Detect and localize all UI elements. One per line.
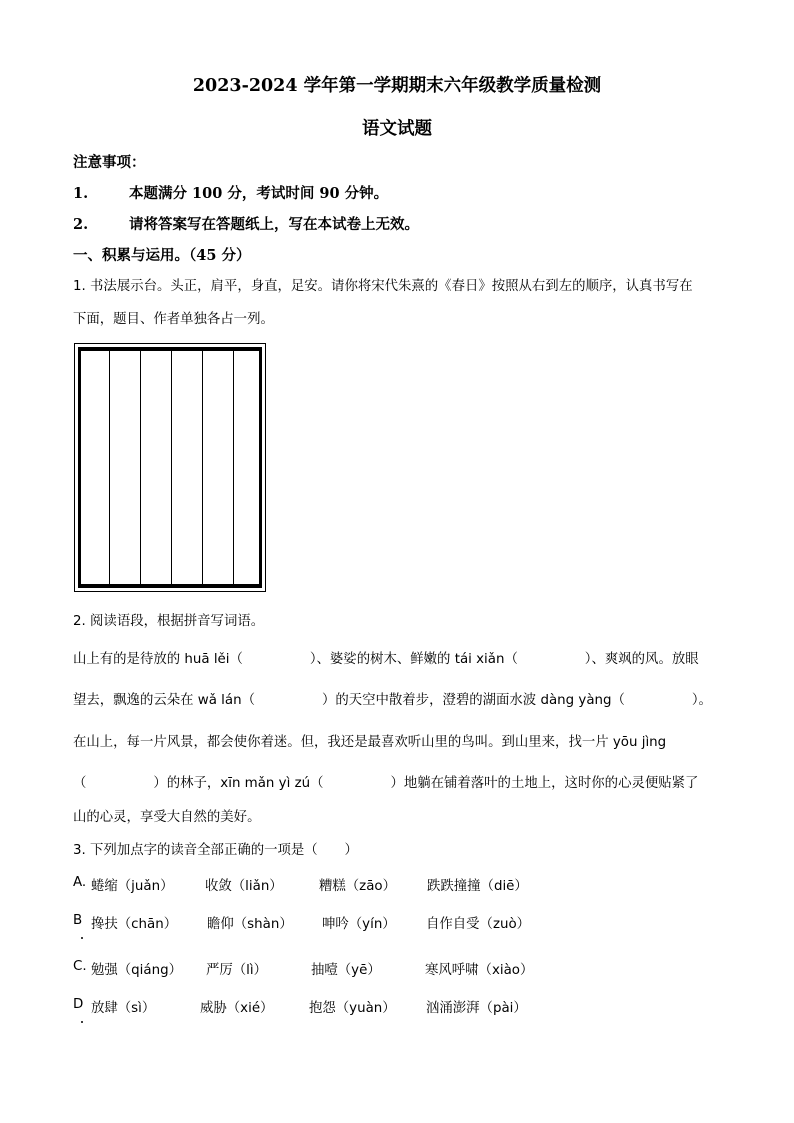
section-heading: 一、积累与运用。（45 分） [73, 247, 251, 264]
option-item: 抱怨（yuàn） [309, 1001, 396, 1016]
grid-column-divider [109, 351, 110, 584]
option-letter: A. [73, 875, 87, 890]
grid-column-divider [171, 351, 172, 584]
notice-label: 注意事项： [73, 154, 146, 171]
q2-line-4: （ ）的林子，xīn mǎn yì zú（ ）地躺在铺着落叶的土地上，这时你的心灵便贴紧了 [73, 776, 699, 791]
option-item: 放肆（sì） [91, 1001, 156, 1016]
q2-line-5: 山的心灵，享受大自然的美好。 [73, 810, 261, 825]
q3-prompt: 3. 下列加点字的读音全部正确的一项是（ ） [73, 843, 358, 858]
option-item: 糟糕（zāo） [319, 879, 396, 894]
exam-subtitle: 语文试题 [362, 119, 432, 139]
q2-line-3: 在山上，每一片风景，都会使你着迷。但，我还是最喜欢听山里的鸟叫。到山里来，找一片 yōu jìng [73, 735, 667, 750]
notice-item-2-num: 2. [73, 216, 89, 233]
option-item: 搀扶（chān） [91, 917, 178, 932]
calligraphy-grid [74, 343, 266, 592]
grid-column-divider [140, 351, 141, 584]
option-item: 呻吟（yín） [322, 917, 396, 932]
grid-column-divider [233, 351, 234, 584]
option-item: 瞻仰（shàn） [207, 917, 293, 932]
notice-item-1 [73, 182, 388, 203]
q2-prompt: 2. 阅读语段，根据拼音写词语。 [73, 614, 265, 629]
option-item: 寒风呼啸（xiào） [425, 963, 534, 978]
stray-mark [81, 1021, 83, 1023]
option-item: 汹涌澎湃（pài） [426, 1001, 527, 1016]
q1-line-2: 下面，题目、作者单独各占一列。 [73, 312, 274, 327]
notice-item-1-num: 1. [73, 185, 89, 202]
notice-item-2 [73, 213, 419, 234]
notice-item-2-text: 请将答案写在答题纸上，写在本试卷上无效。 [129, 216, 419, 233]
q2-line-1: 山上有的是待放的 huā lěi（ ）、婆娑的树木、鲜嫩的 tái xiǎn（ ）、爽飒的风。放眼 [73, 652, 699, 667]
option-item: 抽噎（yē） [311, 963, 381, 978]
option-letter: C. [73, 959, 87, 974]
calligraphy-grid-inner [78, 347, 262, 588]
option-item: 蜷缩（juǎn） [91, 879, 174, 894]
stray-mark [81, 937, 83, 939]
option-item: 严厉（lì） [206, 963, 268, 978]
q2-line-2: 望去，飘逸的云朵在 wǎ lán（ ）的天空中散着步，澄碧的湖面水波 dàng yàng（ ）。 [73, 693, 712, 708]
q1-line-1: 1. 书法展示台。头正，肩平，身直，足安。请你将宋代朱熹的《春日》按照从右到左的顺序，认真书写在 [73, 279, 693, 294]
grid-column-divider [202, 351, 203, 584]
option-letter: B [73, 913, 83, 928]
option-item: 勉强（qiáng） [91, 963, 182, 978]
option-item: 威胁（xié） [200, 1001, 274, 1016]
exam-title: 2023-2024 学年第一学期期末六年级教学质量检测 [192, 76, 602, 96]
option-item: 跌跌撞撞（diē） [427, 879, 528, 894]
notice-item-1-text: 本题满分 100 分，考试时间 90 分钟。 [129, 185, 389, 202]
option-letter: D [73, 997, 84, 1012]
option-item: 收敛（liǎn） [205, 879, 283, 894]
option-item: 自作自受（zuò） [426, 917, 531, 932]
